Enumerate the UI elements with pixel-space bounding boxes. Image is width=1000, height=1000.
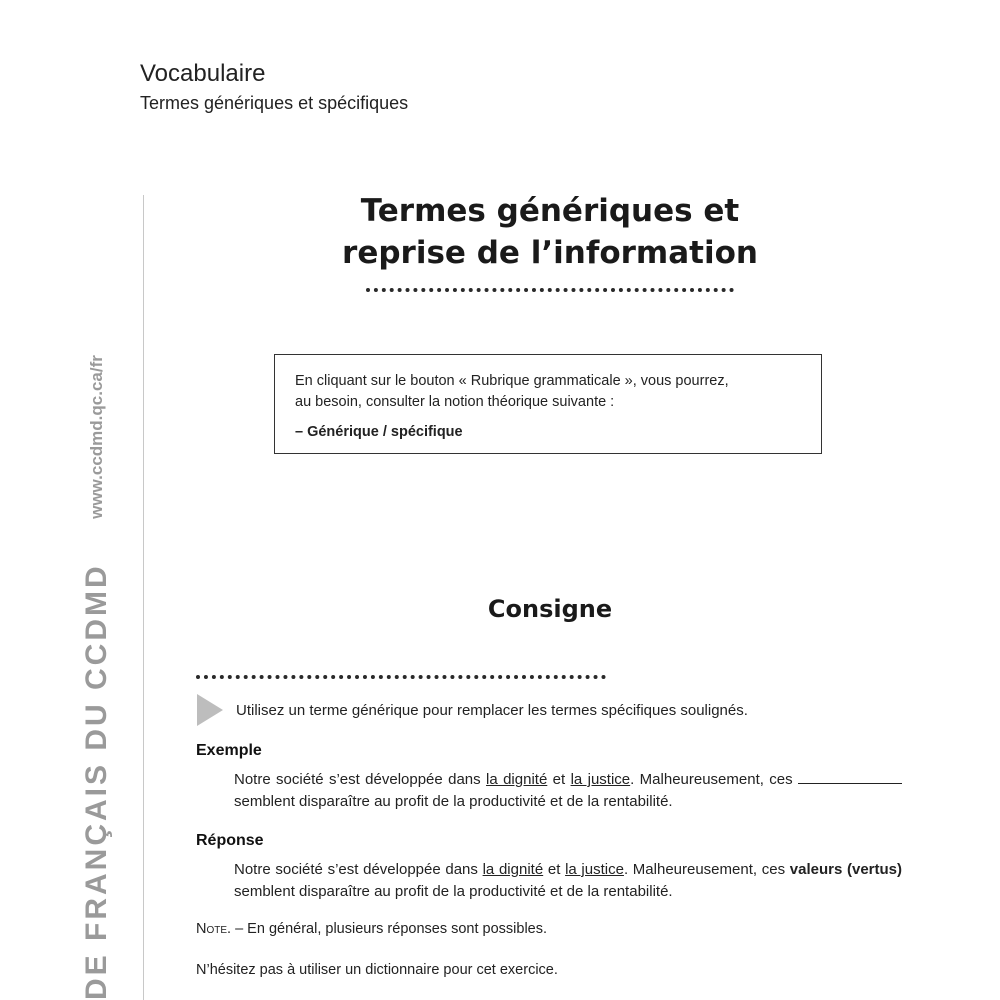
example-text-start: Notre société s’est développée dans: [234, 771, 487, 788]
example-text-mid: . Malheureusement, ces: [630, 771, 799, 788]
info-line-1: En cliquant sur le bouton « Rubrique grammaticale », vous pourrez,: [295, 373, 729, 389]
answer-word: valeurs (vertus): [789, 861, 903, 878]
side-brand-text: DE FRANÇAIS DU CCDMD: [80, 563, 113, 1000]
info-notion-item: – Générique / spécifique: [295, 424, 463, 440]
note-label: Note.: [196, 921, 232, 937]
answer-text-mid: . Malheureusement, ces: [623, 861, 790, 878]
answer-term-1: la dignité: [482, 861, 544, 878]
side-divider: [143, 195, 144, 1000]
answer-paragraph: [234, 859, 902, 903]
answer-term-2: la justice: [565, 861, 624, 878]
info-line-2: au besoin, consulter la notion théorique suivante :: [295, 394, 615, 410]
answer-and: et: [543, 861, 566, 878]
consigne-dotted-rule: [196, 675, 606, 679]
answer-text-start: Notre société s’est développée dans: [234, 861, 483, 878]
consigne-heading: Consigne: [487, 595, 613, 623]
instruction-text: Utilisez un terme générique pour remplacer les termes spécifiques soulignés.: [236, 702, 748, 719]
section-subtitle: Termes génériques et spécifiques: [140, 93, 409, 113]
example-and: et: [547, 771, 571, 788]
example-text-end: semblent disparaître au profit de la productivité et de la rentabilité.: [234, 793, 673, 810]
dictionary-tip: N’hésitez pas à utiliser un dictionnaire pour cet exercice.: [196, 962, 558, 978]
play-arrow-icon: [197, 694, 223, 726]
page-title-line2: reprise de l’information: [342, 235, 758, 271]
page-title-line1: Termes génériques et: [360, 193, 740, 229]
answer-blank: [798, 769, 902, 784]
example-paragraph: [234, 769, 902, 813]
info-box: [274, 354, 822, 454]
example-term-1: la dignité: [486, 771, 548, 788]
answer-label: Réponse: [196, 832, 264, 849]
side-url-text: www.ccdmd.qc.ca/fr: [87, 355, 106, 519]
side-branding: [80, 355, 128, 1000]
example-label: Exemple: [196, 742, 262, 759]
answer-text-end: semblent disparaître au profit de la productivité et de la rentabilité.: [234, 883, 673, 900]
section-title: Vocabulaire: [140, 60, 266, 87]
title-dotted-rule: [366, 288, 734, 292]
example-term-2: la justice: [570, 771, 631, 788]
note: [196, 921, 547, 937]
note-text: – En général, plusieurs réponses sont possibles.: [231, 921, 548, 937]
page-title: [330, 190, 770, 274]
